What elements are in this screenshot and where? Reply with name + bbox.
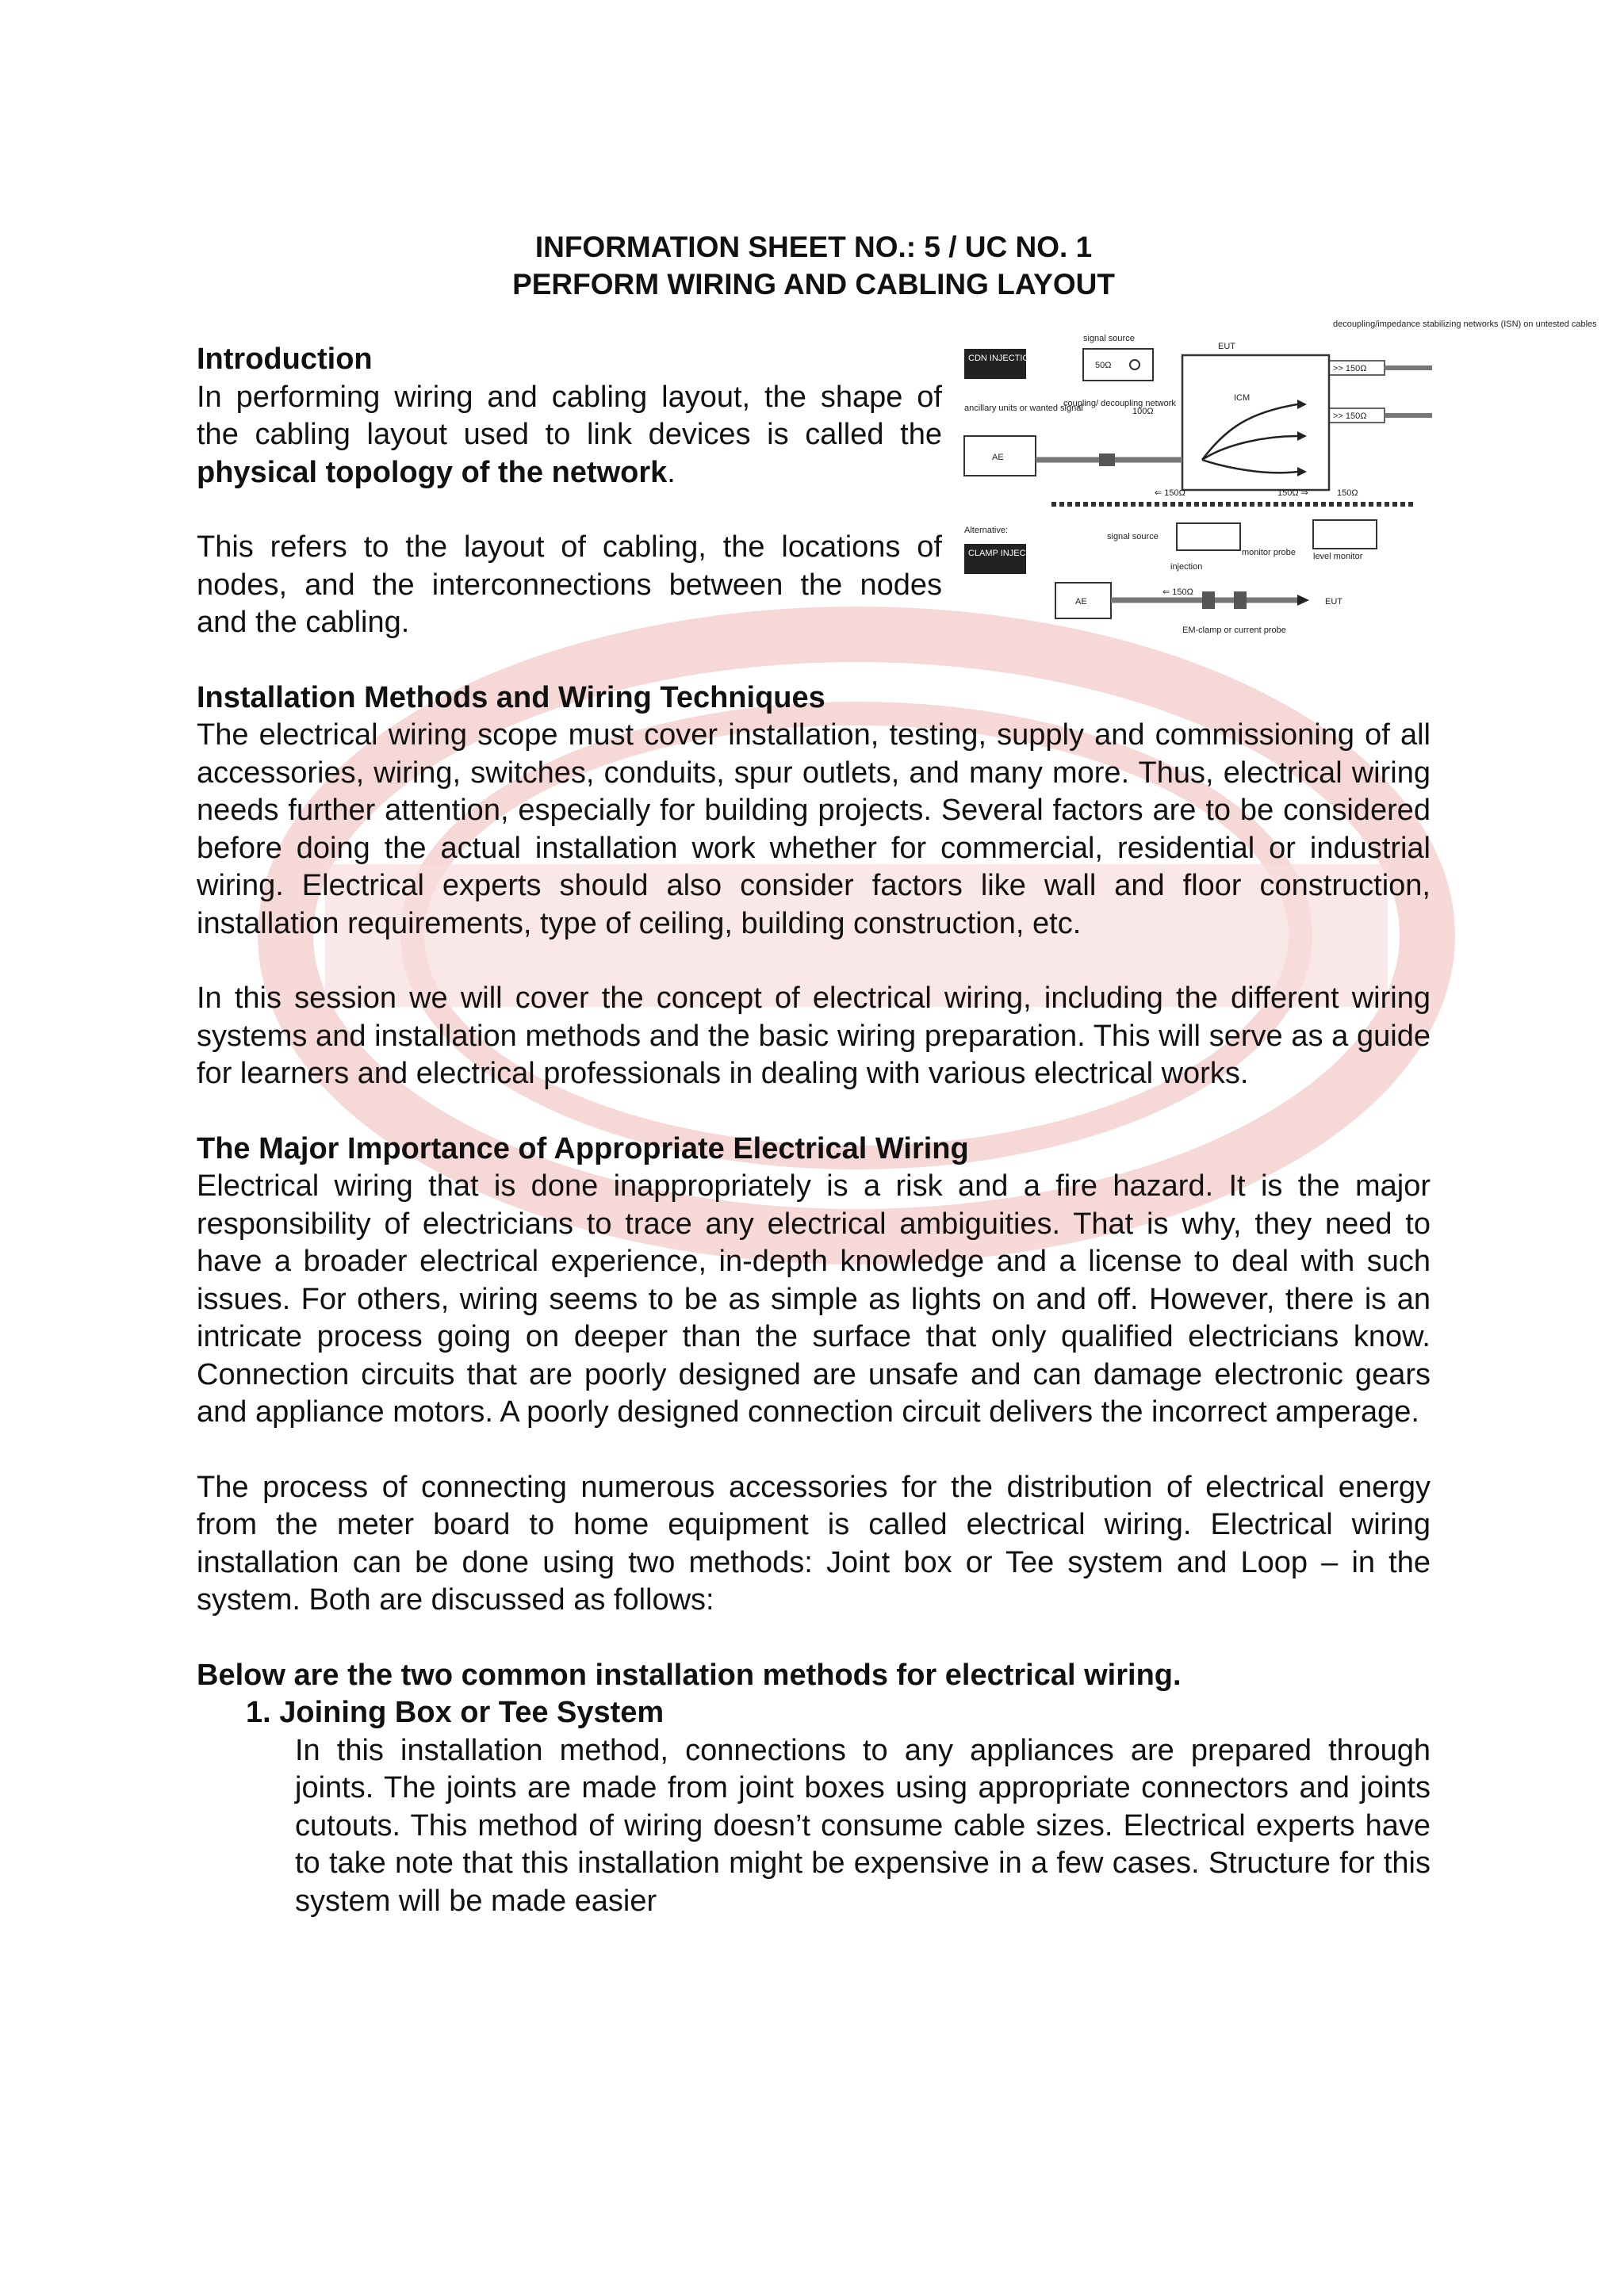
intro-p1-text: In performing wiring and cabling layout, the shape of the cabling layout used to link devices is called the [197,380,942,451]
methods-section [197,1657,1431,1921]
intro-section [197,320,1597,679]
icm-label: ICM [1234,393,1251,403]
intro-p1-end: . [667,455,676,489]
r150f-label: ⇐ 150Ω [1162,587,1193,597]
installation-section [197,679,1431,1131]
r150e-label: 150Ω [1337,488,1358,498]
intro-p1-bold: physical topology of the network [197,455,668,489]
installation-heading: Installation Methods and Wiring Techniques [197,680,825,714]
eut-label-bottom: EUT [1325,597,1342,607]
installation-paragraph-1: The electrical wiring scope must cover installation, testing, supply and commissioning of all accessories, wiring, switches, conduits, spur outlets, and many more. Thus, electrical wiring needs further attention, especially for building projects. Several factors are to be considered before doing the actual installation work whether for commercial, residential or industrial wiring. Electrical experts should also consider factors like wall and floor construction, installation requirements, type of ceiling, building construction, etc. [197,718,1431,940]
importance-section [197,1131,1431,1657]
eut-label: EUT [1218,342,1235,351]
intro-heading: Introduction [197,342,373,376]
importance-paragraph-1: Electrical wiring that is done inappropriately is a risk and a fire hazard. It is the major responsibility of electricians to trace any electrical ambiguities. That is why, they need to have a broader electrical experience, in-depth knowledge and a license to deal with such issues. For others, wiring seems to be as simple as lights on and off. However, there is an intricate process going on deeper than the surface that only qualified electricians know. Connection circuits that are poorly designed are unsafe and can damage electronic gears and appliance motors. A poorly designed connection circuit delivers the incorrect amperage. [197,1169,1431,1429]
r100-label: 100Ω [1132,407,1154,416]
level-monitor-label: level monitor [1313,552,1363,561]
title-line-1: INFORMATION SHEET NO.: 5 / UC NO. 1 [534,231,1093,263]
methods-heading: Below are the two common installation methods for electrical wiring. [197,1658,1182,1692]
intro-paragraph-1 [197,379,942,492]
r150d-label: 150Ω ⇒ [1277,488,1308,498]
clamp-injection-label: CLAMP INJECTION [968,549,1047,558]
ancillary-label: ancillary units or wanted signal [964,404,1083,413]
r50-label: 50Ω [1095,361,1112,370]
signal-source-label-2: signal source [1107,532,1159,541]
ae-label-bottom: AE [1075,597,1087,607]
coupling-label: coupling/ decoupling network [1063,399,1176,408]
importance-heading: The Major Importance of Appropriate Electrical Wiring [197,1131,969,1165]
r150a-label: >> 150Ω [1333,364,1367,373]
title-line-2: PERFORM WIRING AND CABLING LAYOUT [512,268,1115,300]
importance-paragraph-2: The process of connecting numerous accessories for the distribution of electrical energy from the meter board to home equipment is called electrical wiring. Electrical wiring installation can be done using two methods: Joint box or Tee system and Loop – in the system. Both are discussed as follows: [197,1470,1431,1617]
document-page [197,228,1597,1920]
isn-label: decoupling/impedance stabilizing networks (ISN) on untested cables [1333,320,1597,329]
alternative-label: Alternative: [964,526,1009,535]
cdn-injection-label: CDN INJECTION [968,354,1036,363]
monitor-probe-label: monitor probe [1242,548,1296,557]
ae-label-top: AE [992,453,1004,462]
injection-diagram [964,317,1597,674]
r150c-label: ⇐ 150Ω [1155,488,1185,498]
em-clamp-label: EM-clamp or current probe [1182,626,1286,635]
intro-paragraph-2: This refers to the layout of cabling, the locations of nodes, and the interconnections between the nodes and the cabling. [197,530,942,639]
injection-label: injection [1170,562,1203,572]
installation-paragraph-2: In this session we will cover the concept of electrical wiring, including the different wiring systems and installation methods and the basic wiring preparation. This will serve as a guide for learners and electrical professionals in dealing with various electrical works. [197,982,1431,1090]
method-1-body: In this installation method, connections to any appliances are prepared through joints. The joints are made from joint boxes using appropriate connectors and joints cutouts. This method of wiring doesn’t consume cable sizes. Electrical experts have to take note that this installation might be expensive in a few cases. Structure for this system will be made easier [295,1733,1431,1918]
method-1-title: 1. Joining Box or Tee System [246,1696,665,1729]
document-title [197,228,1431,303]
r150b-label: >> 150Ω [1333,411,1367,421]
signal-source-label: signal source [1083,334,1135,343]
